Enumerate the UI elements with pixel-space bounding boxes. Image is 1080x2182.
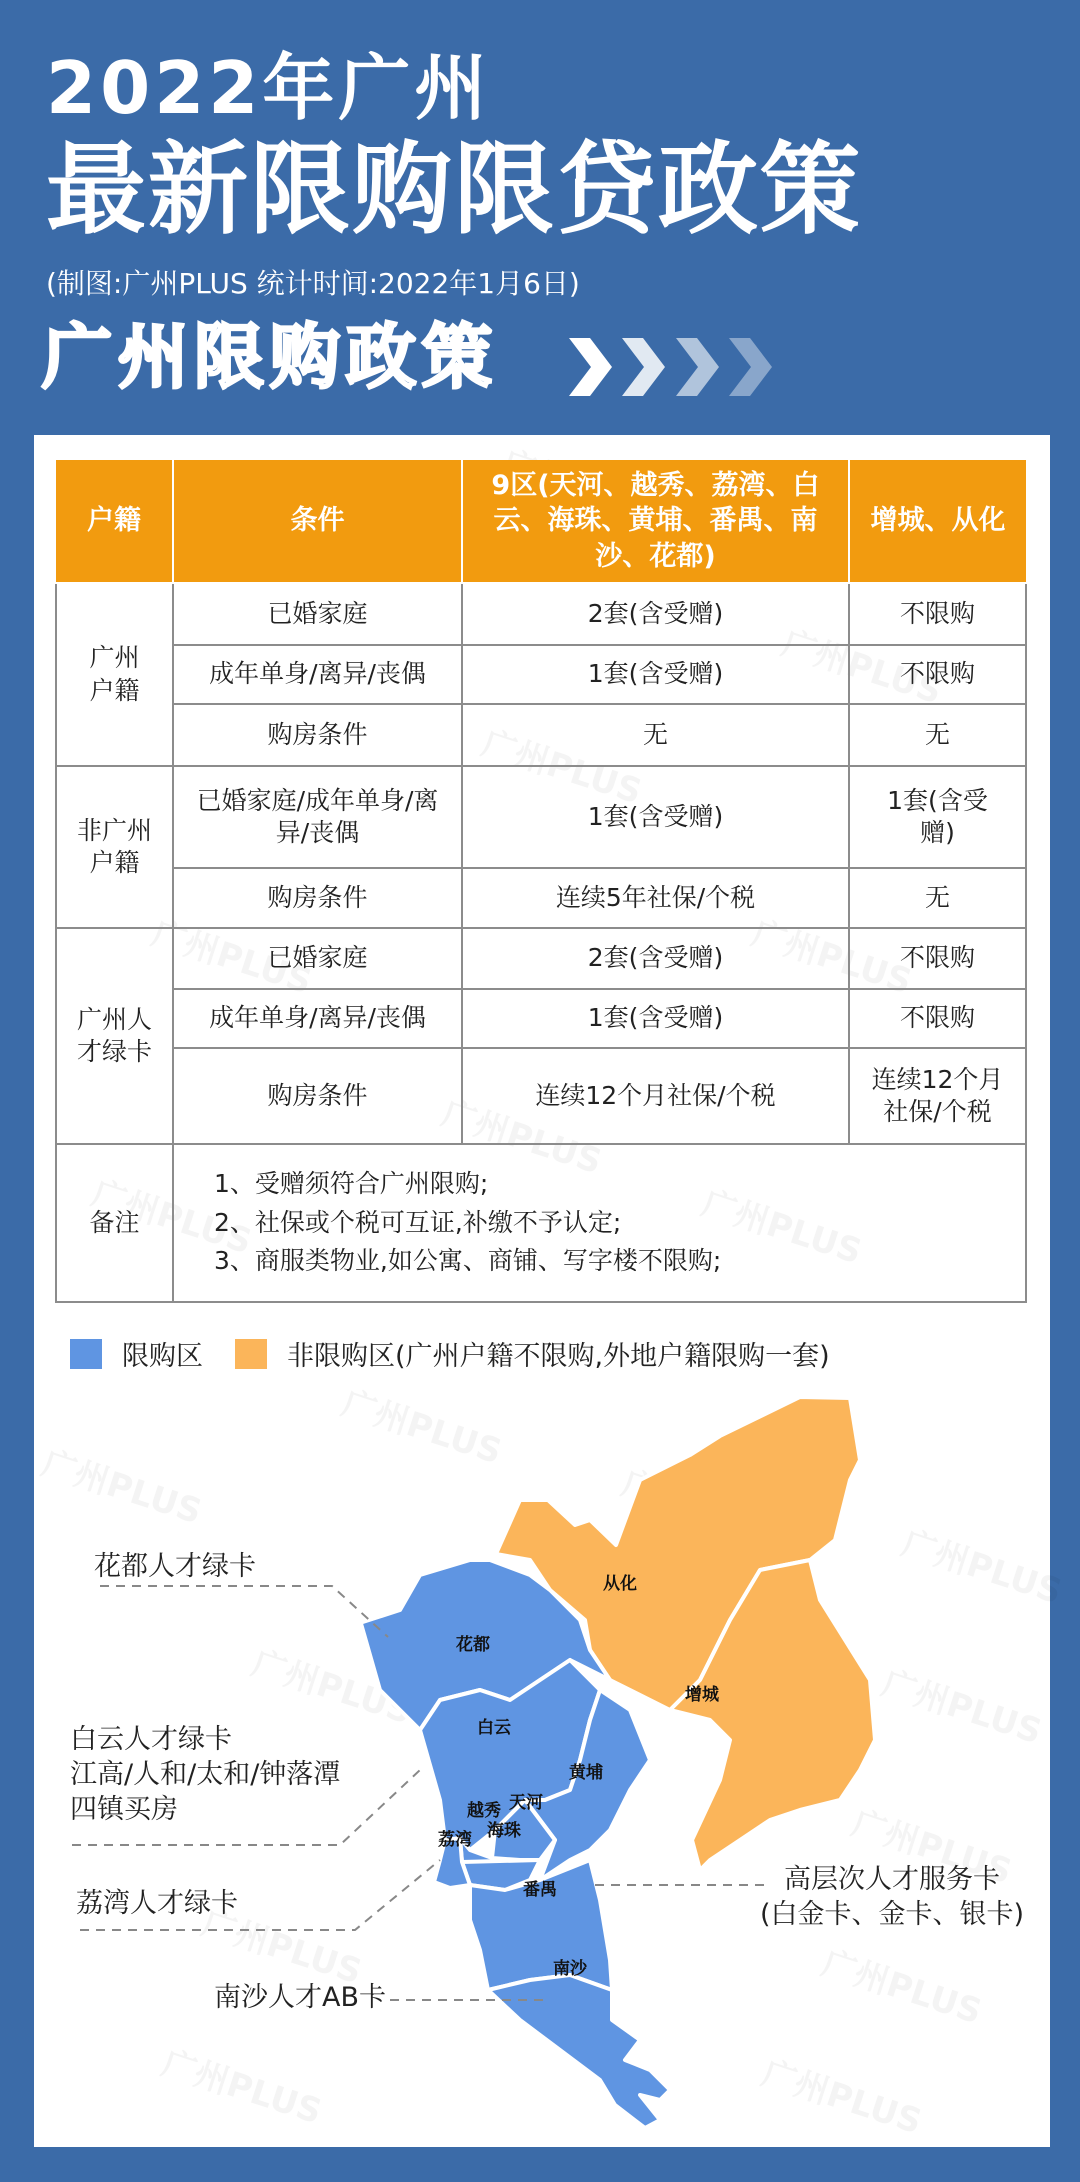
label-panyu: 番禺: [523, 1880, 557, 1900]
callout-high-level-line: (白金卡、金卡、银卡): [760, 1899, 1025, 1931]
nine-districts-cell: 1套(含受赠): [462, 989, 849, 1048]
section-title: 广州限购政策: [42, 316, 498, 398]
table-row: [56, 704, 1026, 766]
zengcheng-conghua-cell: 连续12个月社保/个税: [849, 1048, 1026, 1144]
legend-unrestricted: [235, 1334, 830, 1373]
callout-huadu: 花都人才绿卡: [94, 1551, 256, 1582]
notes-row: [56, 1144, 1026, 1302]
callout-liwan: 荔湾人才绿卡: [76, 1888, 238, 1919]
subtitle: (制图:广州PLUS 统计时间:2022年1月6日): [46, 267, 580, 300]
condition-cell: 购房条件: [173, 1048, 462, 1144]
nine-districts-cell: 1套(含受赠): [462, 645, 849, 704]
note-item: 2、社保或个税可互证,补缴不予认定;: [214, 1207, 622, 1237]
nine-districts-cell: 连续12个月社保/个税: [462, 1048, 849, 1144]
label-liwan: 荔湾: [438, 1830, 472, 1850]
table-row: [56, 868, 1026, 928]
callout-baiyun: [70, 1722, 340, 1827]
nine-districts-cell: 无: [462, 704, 849, 766]
condition-cell: 成年单身/离异/丧偶: [173, 989, 462, 1048]
legend-restricted: [70, 1334, 203, 1373]
condition-cell: 成年单身/离异/丧偶: [173, 645, 462, 704]
table-row: [56, 989, 1026, 1048]
table-header-row: [56, 460, 1026, 583]
note-item: 1、受赠须符合广州限购;: [214, 1168, 489, 1198]
district-nansha: [488, 1975, 670, 2128]
policy-table: [55, 460, 1027, 1303]
label-tianhe: 天河: [509, 1793, 543, 1813]
hukou-cell: 广州户籍: [56, 583, 173, 766]
zengcheng-conghua-cell: 不限购: [849, 645, 1026, 704]
callout-nansha: 南沙人才AB卡: [214, 1982, 386, 2013]
zengcheng-conghua-cell: 不限购: [849, 928, 1026, 989]
notes-label: 备注: [56, 1144, 173, 1302]
table-row: [56, 766, 1026, 868]
nine-districts-cell: 2套(含受赠): [462, 583, 849, 645]
notes-cell: [173, 1144, 1026, 1302]
condition-cell: 购房条件: [173, 704, 462, 766]
callout-high-level: [760, 1862, 1024, 1932]
callout-high-level-line: 高层次人才服务卡: [784, 1864, 1001, 1895]
label-haizhu: 海珠: [487, 1821, 521, 1841]
hukou-cell: 非广州户籍: [56, 766, 173, 928]
nine-districts-cell: 2套(含受赠): [462, 928, 849, 989]
callout-baiyun-line: 白云人才绿卡: [70, 1724, 232, 1755]
label-nansha: 南沙: [553, 1959, 587, 1979]
table-row: [56, 1048, 1026, 1144]
zengcheng-conghua-cell: 无: [849, 868, 1026, 928]
note-item: 3、商服类物业,如公寓、商铺、写字楼不限购;: [214, 1246, 722, 1276]
title-line-1: 2022年广州: [46, 46, 491, 130]
map-legend: [70, 1334, 862, 1373]
chevron-arrows-icon: [566, 336, 786, 398]
zengcheng-conghua-cell: 1套(含受赠): [849, 766, 1026, 868]
condition-cell: 已婚家庭: [173, 928, 462, 989]
zengcheng-conghua-cell: 无: [849, 704, 1026, 766]
legend-restricted-label: 限购区: [122, 1341, 203, 1372]
legend-unrestricted-label: 非限购区(广州户籍不限购,外地户籍限购一套): [287, 1341, 830, 1372]
condition-cell: 已婚家庭: [173, 583, 462, 645]
table-row: [56, 645, 1026, 704]
condition-cell: 已婚家庭/成年单身/离异/丧偶: [173, 766, 462, 868]
label-yuexiu: 越秀: [467, 1801, 501, 1821]
zengcheng-conghua-cell: 不限购: [849, 989, 1026, 1048]
restricted-swatch-icon: [70, 1339, 102, 1369]
table-row: [56, 928, 1026, 989]
nine-districts-cell: 连续5年社保/个税: [462, 868, 849, 928]
hukou-cell: 广州人才绿卡: [56, 928, 173, 1144]
header-condition: 条件: [173, 460, 462, 583]
callout-baiyun-line: 四镇买房: [70, 1794, 178, 1826]
label-baiyun: 白云: [477, 1718, 511, 1738]
header-nine-districts: 9区(天河、越秀、荔湾、白云、海珠、黄埔、番禺、南沙、花都): [462, 460, 849, 583]
nine-districts-cell: 1套(含受赠): [462, 766, 849, 868]
label-conghua: 从化: [603, 1574, 637, 1594]
header-hukou: 户籍: [56, 460, 173, 583]
zengcheng-conghua-cell: 不限购: [849, 583, 1026, 645]
unrestricted-swatch-icon: [235, 1339, 267, 1369]
table-row: [56, 583, 1026, 645]
callout-baiyun-line: 江高/人和/太和/钟落潭: [70, 1759, 341, 1791]
title-line-2: 最新限购限贷政策: [46, 131, 862, 248]
label-huangpu: 黄埔: [569, 1763, 603, 1783]
label-huadu: 花都: [456, 1635, 490, 1655]
header-zengcheng-conghua: 增城、从化: [849, 460, 1026, 583]
label-zengcheng: 增城: [685, 1685, 719, 1705]
condition-cell: 购房条件: [173, 868, 462, 928]
